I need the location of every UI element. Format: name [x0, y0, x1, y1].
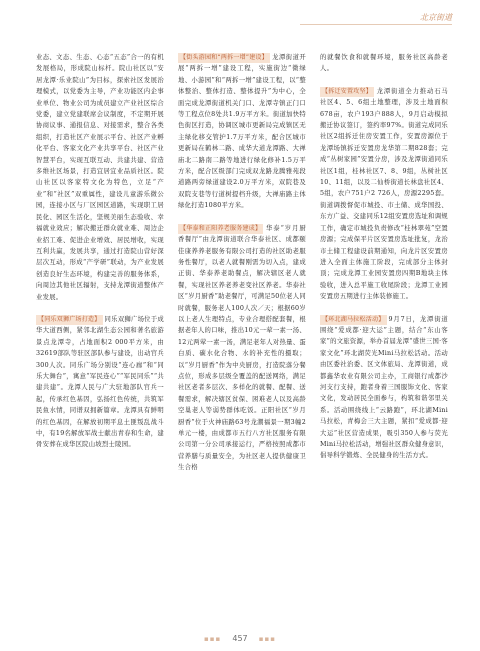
footer-ornament-left-icon: ▪▪▪ [204, 635, 222, 643]
paragraph-relocation [320, 86, 448, 303]
paragraph-tongle [36, 314, 164, 451]
section-tag-marathon: 【环北湖马拉松活动】 [322, 315, 385, 323]
paragraph-continuation: 的就餐饮食和就餐环境，服务社区高龄老人。 [320, 54, 448, 73]
paragraph-relocation-body: 龙潭街道全力推动石马社区4、5、6组土地整理，涉及土地面积678亩，农户193户888人，9月启动模拟搬迁协议签订，签约率97%。街道完成同乐社区2组拆迁住房安置工作，安置房源位于龙潭场镇拆迁安置房龙华第二期828套；完成“丛树家园”安置分房，涉及龙潭街道同乐社区1组，桂林社区7、8、9组，丛树社区10、11组，以及二仙桥街道长林盘社区4、5组，农户751户2 726人，房源2295套。街道调拨督促市城投、市土储、成华国投、东方广益、交建同乐12组安置房选址和调规工作，确定市城投负责修改“桂林翠苑”空置房源；完成保平片区安置房选址批复，龙治市土储工程建设前期通知，向龙片区安置房进入全面主体施工阶段，完成部分主体封顶；完成龙潭工业园安置房四期B地块主体验收，进入总平施工收尾阶段；龙潭工业园安置房五期进行主体装修施工。 [320, 87, 448, 301]
page-header [0, 0, 480, 40]
column-right [320, 52, 448, 612]
column-left [36, 52, 164, 612]
section-tag-relocation: 【拆迁安置攻坚】 [322, 87, 373, 95]
paragraph-elderly-care [178, 223, 306, 474]
footer-ornament-right-icon: ▪▪▪ [258, 635, 276, 643]
paragraph-elderly-care-body: 华泰“岁月厨香餐厅”由龙潭街道联合华泰社区、成都颐佳康养养老服务有限公司打造的社区助老服务性餐厅，以老人就餐刚需为切入点，建成正街、华泰养老助餐点，解决辖区老人就餐，实现社区养老养老变社区养老。华泰社区“岁月厨香”助老餐厅，可满足50位老人同时就餐，服务老人100人次／天；根据60岁以上老人生理特点，专业合理搭配套餐，根据老年人的口味，推出10元一荤一素一汤、12元两荤一素一汤，满足老年人对热量、蛋白质、碳水化合物、水的补充性的摄取；以“岁月厨香”作为中央厨房，打造院落分餐点位，形成多层级全覆盖的配送网络，满足社区老者多层次、多样化的就餐、配餐、送餐需求，解决辖区贫保、困难老人以及高龄空巢老人等弱势群体吃饭。正阳社区“岁月厨香”位于火神庙路63号龙潮福景一期3幢2单元一楼，由成都市五行八方社区服务有限公司第一分公司承接运行，严格按照成都市营养膳与质量安全，为社区老人提供健康卫生合格 [178, 224, 306, 472]
paragraph-gap [36, 303, 164, 314]
paragraph-tongle-body: 同乐双狮广场位于成华大道西侧，紧邻北湖生态公园和著名旅游景点龙潭寺，占地面积2 000平方米，由32619部队等驻区部队参与建设，出动官兵300人次。同乐广场分别设“连心廊”和“同乐大舞台”，寓意“军民连心”“军民同乐”“共建共建”。龙潭人民与广大驻地部队官兵一起，传承红色基因，弘扬红色传统，共筑军民鱼水情，同谱双拥新篇章。龙潭具有鲜明的红色基因，在解放初期平息土匪叛乱战斗中，有19名解放军战士献出青春和生命，建骨安葬在成华区院山坡烈士陵园。 [36, 315, 164, 449]
paragraph-greening-body: 龙潭街道开展“两拆一增”建设工程，实施街边“微绿地、小游园”和“两拆一增”建设工程，以“整体整治、整体打造、整体提升”为中心，全面完成龙潭街道机关门口、龙潭寺镇正门口等工程点位8处共1.9万平方米。街道加快特色街区打造，协调区城市更新局完成镇区无主绿化移交管护1.7万平方米，配合区城市更新局在鹤林二路、成华大道龙潭路、大禅庙北二路南二路等地进行绿化修补1.5万平方米，配合区级部门完成双龙路龙腾雅苑段道路两旁绿道建设2.0万平方米，双院巷及双院支巷等行道树提档升级，大禅庙路主体绿化打造1080平方米。 [178, 54, 306, 210]
article-columns [36, 52, 448, 612]
paragraph-gap [178, 212, 306, 223]
section-tag-greening: 【街头游园和“两拆一增”建设】 [180, 54, 268, 61]
paragraph-greening [178, 52, 306, 212]
section-tag-elderly-care: 【华泰和正阳养老服务建成】 [180, 224, 262, 232]
paragraph-gap [320, 303, 448, 314]
column-middle [178, 52, 306, 612]
section-label: 北京街道 [420, 13, 452, 22]
paragraph-gap [320, 75, 448, 86]
paragraph-marathon-body: 9月7日，龙潭街道围绕“爱成都·迎大运”主题，结合“东山客家”的文旅资源，举办首届龙潭“盛世三国·客家文化”环北湖荧光Mini马拉松活动。活动由区委社治委、区文体旅局、龙潭街道，成都鑫华农业有限公司主办，工商银行成都沙河支行支持，跑者身着三国服饰文化、客家文化，发动居民全面参与，构筑和谐邻里关系。活动围绕线上“云路跑”，环北湖Mini马拉松，青梅会三大主题，紧扣“爱成都·迎大运”社区营造成果，吸引350人参与荧光Mini马拉松活动，增强社区群众健身意识，倡导科学锻炼、全民健身的生活方式。 [320, 315, 448, 460]
section-tag-tongle: 【同乐双狮广场打造】 [38, 315, 101, 323]
page-number: 457 [232, 634, 248, 643]
paragraph-marathon [320, 314, 448, 462]
header-rule [300, 24, 452, 25]
page-footer [0, 626, 480, 643]
paragraph-yuanshan: 业态、文态、生态、心态“五态”合一的有机发展格局，形成院山标杆。院山社区以“安居龙潭·乐业院山”为目标，探索社区发展治理模式，以党委为主导，产业功能区内企事业单位、物业公司为成员建立产业社区综合党委，建立党建联席会议制度，不定期开展协商议事、通报信息、对接需求，整合各类组织，打造社区产业展示平台、社区产业孵化平台、客家文化产业共享平台、社区产业智慧平台，实现互联互动、共建共建、营造多维社区场景，打造宜居宜业品质社区。院山社区以客家特文化为特色，立足“产业”和“社区”双重属性，建设儿童游乐微公园，连接小区与厂区园区道路，实现职工居民化、园区生活化，坚规美丽生态验收、幸福就业效应；解决搬迁群众就业难、周边企业招工难、促进企业增效、居民增收，实现互利共赢，发展共享，通过打造院山营好深层次互动，形成“产学研”联动，为产业发展创造良好生态环境，构建完善的服务体系，向周边其他社区辐射，支持龙潭街道整体产业发展。 [36, 54, 164, 301]
